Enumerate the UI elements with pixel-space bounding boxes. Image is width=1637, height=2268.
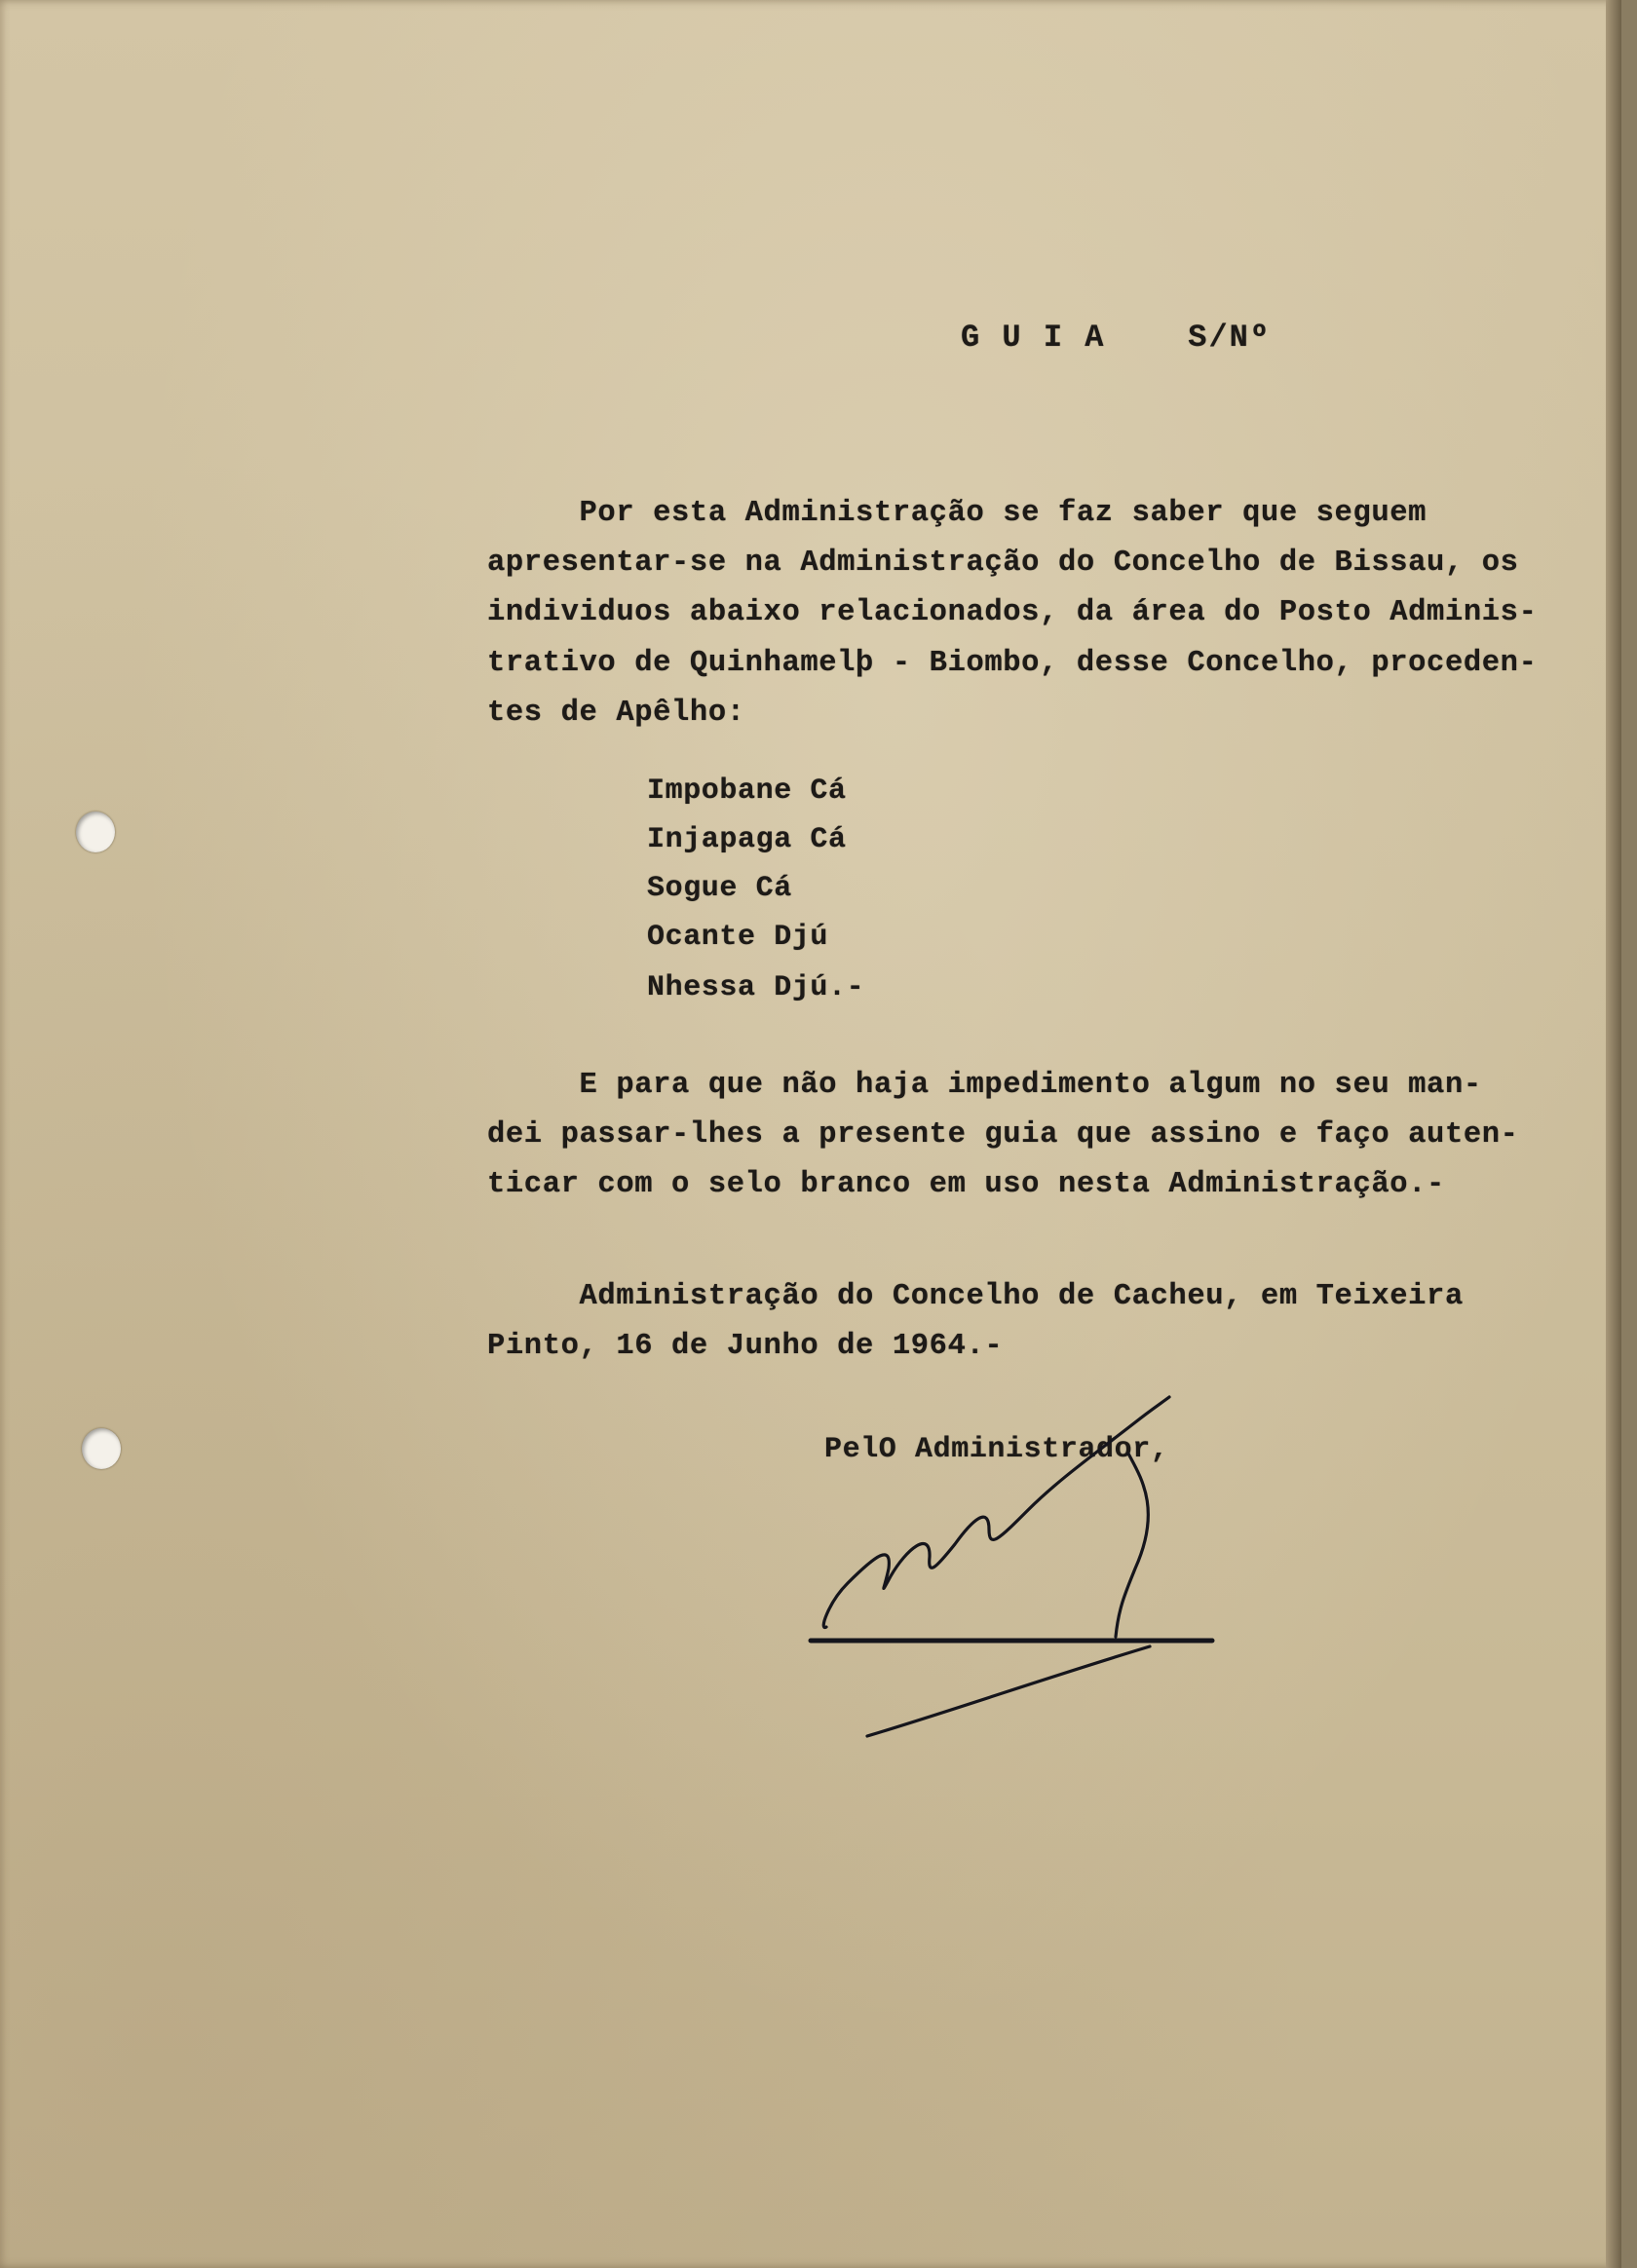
- paragraph2-line: dei passar-lhes a presente guia que assino e faço auten-: [487, 1118, 1519, 1152]
- signature-label: PelO Administrador,: [824, 1433, 1169, 1466]
- list-item: Impobane Cá: [647, 775, 847, 808]
- punch-hole-top: [76, 812, 115, 852]
- paragraph1-line: tes de Apêlho:: [487, 697, 745, 730]
- punch-hole-bottom: [82, 1428, 121, 1469]
- page-edge-shadow: [1606, 0, 1621, 2268]
- list-item: Nhessa Djú.-: [647, 971, 865, 1004]
- list-item: Sogue Cá: [647, 872, 792, 905]
- paragraph1-line: Por esta Administração se faz saber que seguem: [487, 497, 1428, 530]
- place-date-line: Pinto, 16 de Junho de 1964.-: [487, 1330, 1004, 1363]
- handwritten-signature: [799, 1383, 1228, 1754]
- paragraph1-line: trativo de Quinhamelþ - Biombo, desse Concelho, proceden-: [487, 647, 1538, 680]
- place-date-line: Administração do Concelho de Cacheu, em Teixeira: [487, 1280, 1464, 1313]
- list-item: Ocante Djú: [647, 921, 829, 954]
- paragraph2-line: ticar com o selo branco em uso nesta Administração.-: [487, 1168, 1445, 1201]
- paragraph2-line: E para que não haja impedimento algum no seu man-: [487, 1069, 1482, 1102]
- paragraph1-line: individuos abaixo relacionados, da área do Posto Adminis-: [487, 596, 1538, 629]
- document-title: G U I A S/Nº: [961, 320, 1272, 356]
- paragraph1-line: apresentar-se na Administração do Concelho de Bissau, os: [487, 547, 1519, 580]
- list-item: Injapaga Cá: [647, 823, 847, 856]
